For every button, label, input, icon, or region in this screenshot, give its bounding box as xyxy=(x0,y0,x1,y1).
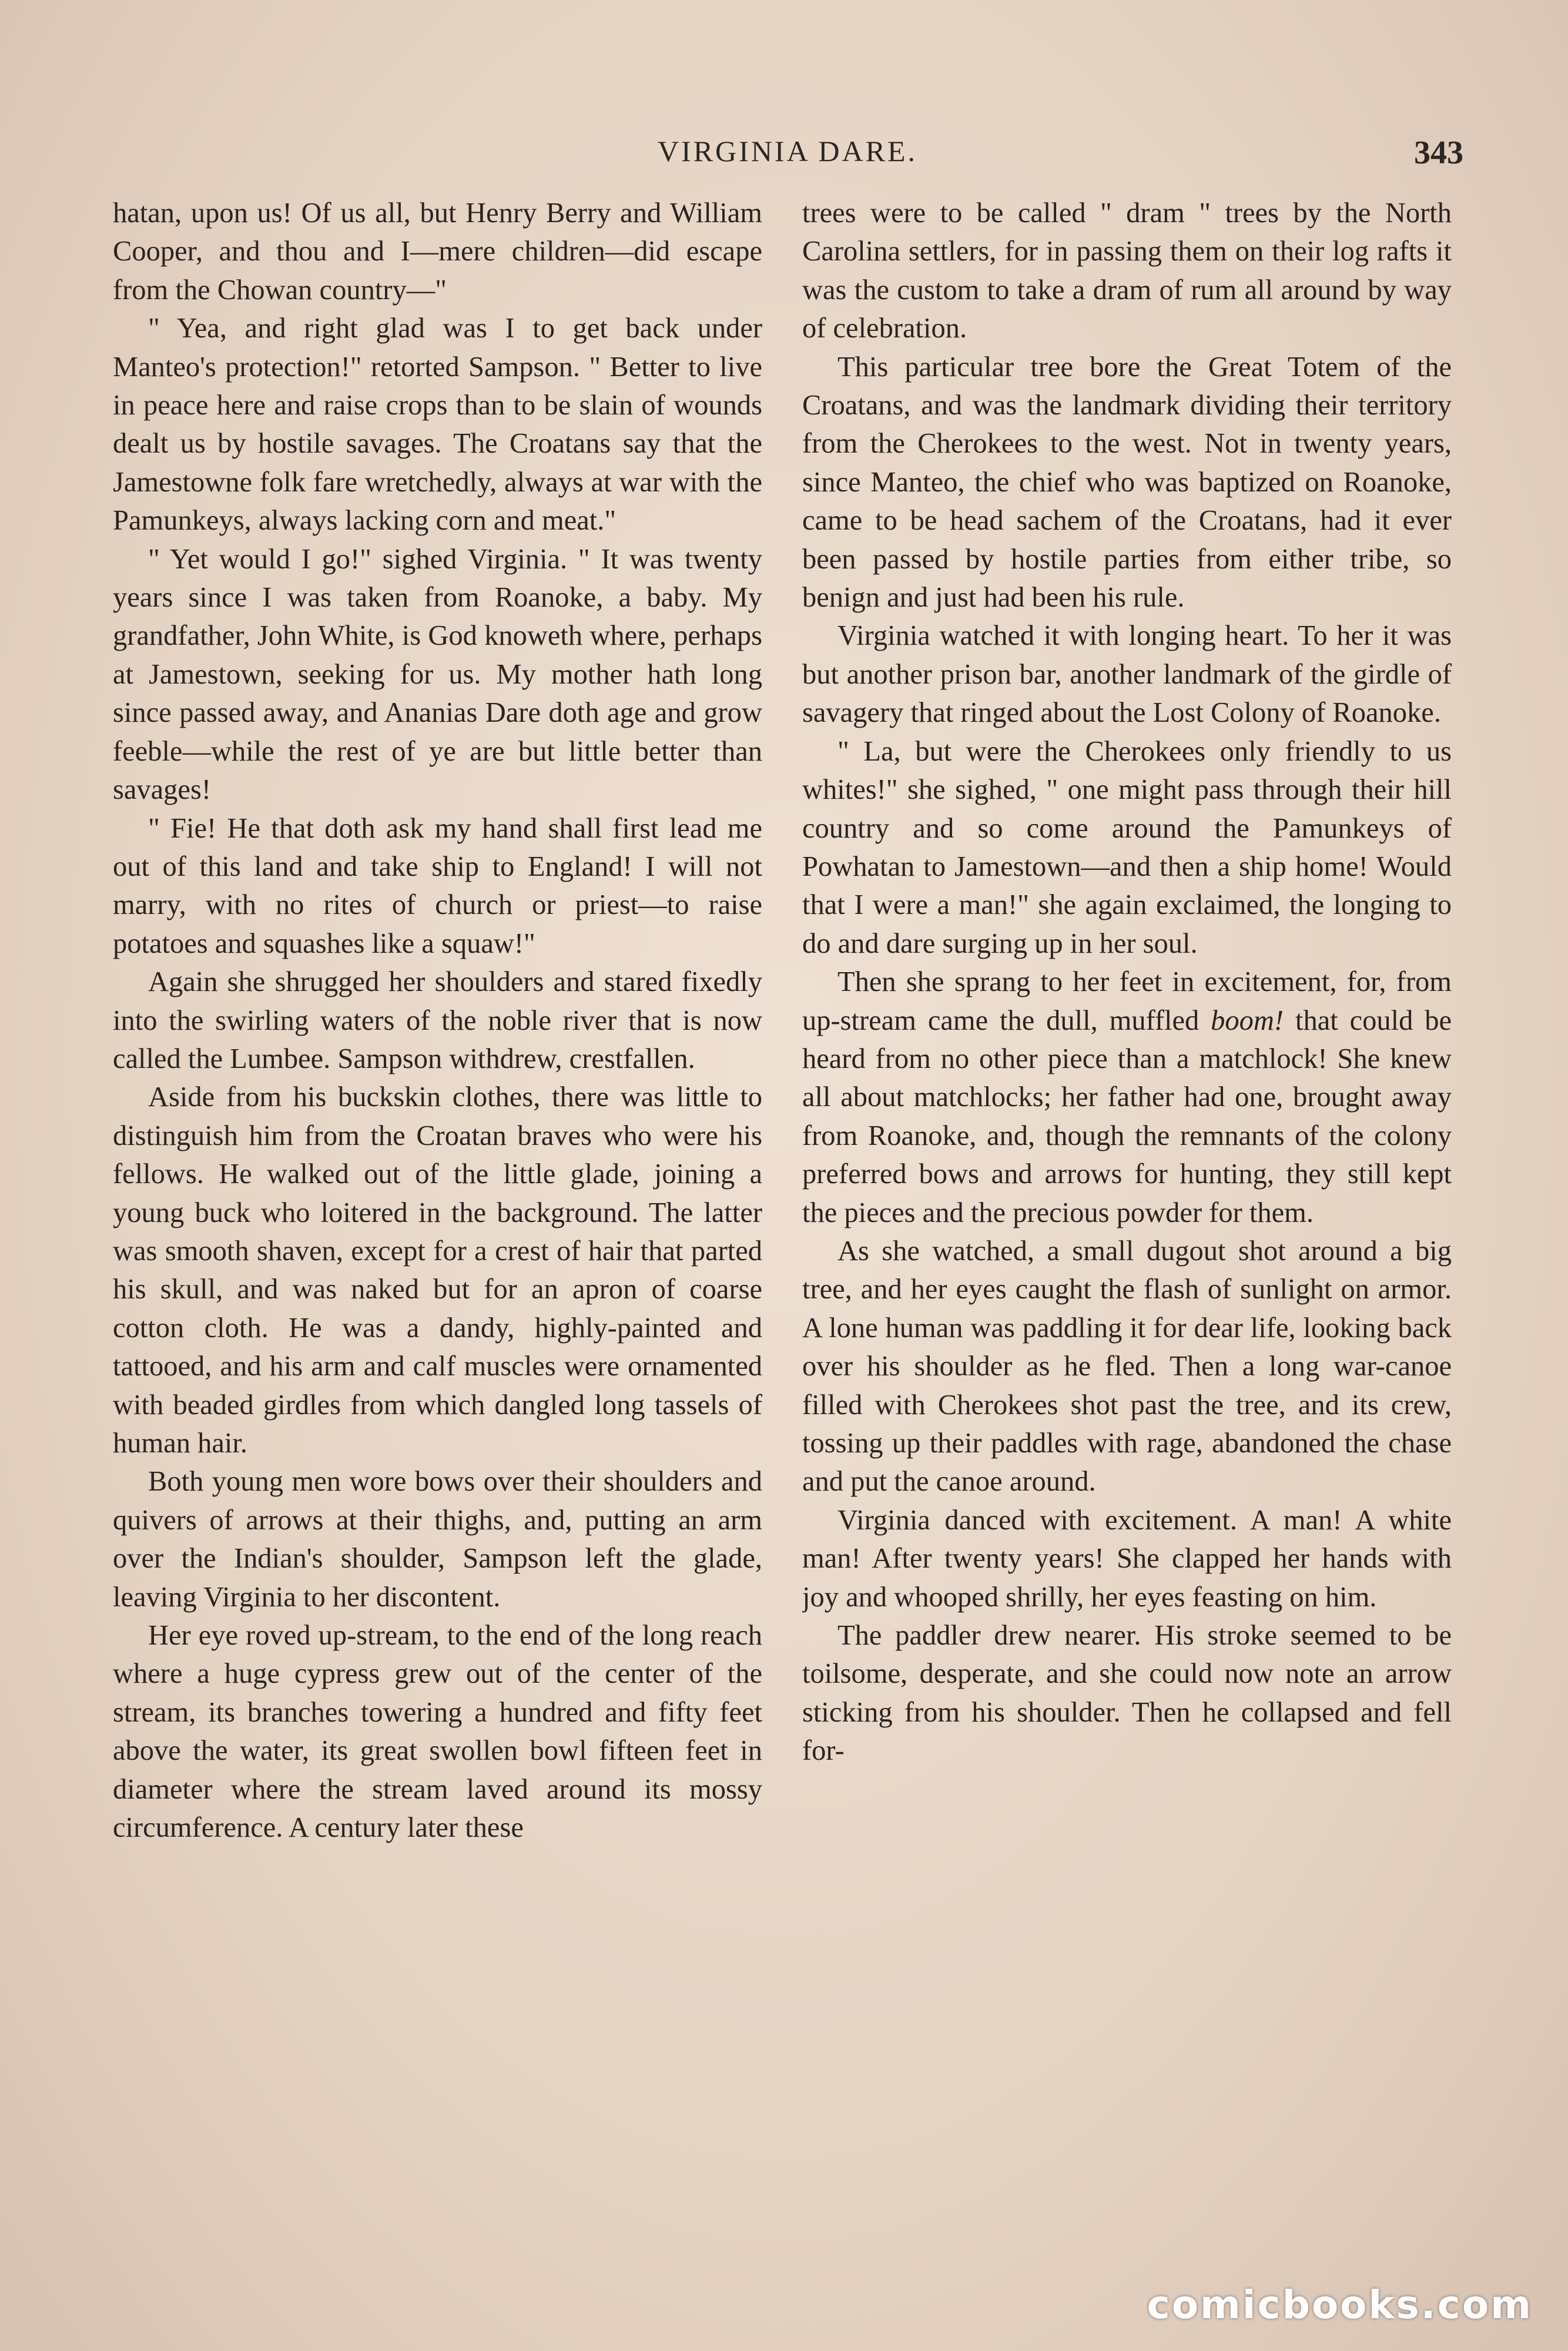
paragraph-text: " Yea, and right glad was I to get back under Manteo's protection!" retorted Sampson. " Better to live in peace here and raise crops than to be slain of wounds dealt us by hostile savages. The Croatans say that the Jamestowne folk fare wretchedly, always at war with the Pamunkeys, always lacking corn and meat." xyxy=(113,313,762,537)
paragraph xyxy=(802,732,1452,963)
paragraph xyxy=(113,1462,762,1616)
paragraph xyxy=(113,1616,762,1847)
paragraph xyxy=(113,809,762,963)
paragraph xyxy=(802,194,1452,348)
paragraph xyxy=(113,1078,762,1462)
paragraph xyxy=(802,1616,1452,1770)
paragraph xyxy=(113,963,762,1078)
right-column xyxy=(802,194,1452,2228)
paragraph xyxy=(802,348,1452,617)
paragraph xyxy=(113,540,762,809)
paragraph xyxy=(802,617,1452,732)
paragraph-text: Aside from his buckskin clothes, there was little to distinguish him from the Croatan braves who were his fellows. He walked out of the little glade, joining a young buck who loitered in the background. The latter was smooth shaven, except for a crest of hair that parted his skull, and was naked but for an apron of coarse cotton cloth. He was a dandy, highly-painted and tattooed, and his arm and calf muscles were ornamented with beaded girdles from which dangled long tassels of human hair. xyxy=(113,1081,762,1459)
paragraph-text: Again she shrugged her shoulders and stared fixedly into the swirling waters of the noble river that is now called the Lumbee. Sampson withdrew, crestfallen. xyxy=(113,966,762,1074)
page-number: 343 xyxy=(1414,135,1463,171)
paragraph-text-continued: that could be heard from no other piece than a matchlock! She knew all about matchlocks; her father had one, brought away from Roanoke, and, though the remnants of the colony preferred bows and arrows for hunting, they still kept the pieces and the precious powder for them. xyxy=(802,1004,1452,1228)
paragraph-text: Both young men wore bows over their shoulders and quivers of arrows at their thighs, and, putting an arm over the Indian's shoulder, Sampson left the glade, leaving Virginia to her discontent. xyxy=(113,1466,762,1613)
paragraph xyxy=(802,1232,1452,1501)
paragraph-text: As she watched, a small dugout shot around a big tree, and her eyes caught the flash of sunlight on armor. A lone human was paddling it for dear life, looking back over his shoulder as he fled. Then a long war-canoe filled with Cherokees shot past the tree, and its crew, tossing up their paddles with rage, abandoned the chase and put the canoe around. xyxy=(802,1235,1452,1498)
running-title: VIRGINIA DARE. xyxy=(657,135,918,168)
paragraph-text: Then she sprang to her feet in excitement, for, from up-stream came the dull, muffled xyxy=(802,966,1452,1036)
paragraph-text: " Fie! He that doth ask my hand shall first lead me out of this land and take ship to England! I will not marry, with no rites of church or priest—to raise potatoes and squashes like a squaw!" xyxy=(113,812,762,959)
paragraph xyxy=(802,1501,1452,1616)
paragraph-text: Her eye roved up-stream, to the end of the long reach where a huge cypress grew out of the center of the stream, its branches towering a hundred and fifty feet above the water, its great swollen bowl fifteen feet in diameter where the stream laved around its mossy circumference. A century later these xyxy=(113,1620,762,1844)
paragraph-text: This particular tree bore the Great Totem of the Croatans, and was the landmark dividing their territory from the Cherokees to the west. Not in twenty years, since Manteo, the chief who was baptized on Roanoke, came to be head sachem of the Croatans, had it ever been passed by hostile parties from either tribe, so benign and just had been his rule. xyxy=(802,351,1452,614)
paragraph-text: Virginia watched it with longing heart. To her it was but another prison bar, another landmark of the girdle of savagery that ringed about the Lost Colony of Roanoke. xyxy=(802,620,1452,729)
paragraph xyxy=(113,194,762,309)
running-head xyxy=(112,134,1463,175)
paragraph-text: " Yet would I go!" sighed Virginia. " It was twenty years since I was taken from Roanoke, a baby. My grandfather, John White, is God knoweth where, perhaps at Jamestown, seeking for us. My mother hath long since passed away, and Ananias Dare doth age and grow feeble—while the rest of ye are but little better than savages! xyxy=(113,543,762,806)
paragraph-text: hatan, upon us! Of us all, but Henry Berry and William Cooper, and thou and I—mere children—did escape from the Chowan country—" xyxy=(113,197,762,306)
paragraph-text: " La, but were the Cherokees only friendly to us whites!" she sighed, " one might pass through their hill country and so come around the Pamunkeys of Powhatan to Jamestown—and then a ship home! Would that I were a man!" she again exclaimed, the longing to do and dare surging up in her soul. xyxy=(802,735,1452,959)
paragraph-text: trees were to be called " dram " trees by the North Carolina settlers, for in passing them on their log rafts it was the custom to take a dram of rum all around by way of celebration. xyxy=(802,197,1452,344)
paragraph-text: The paddler drew nearer. His stroke seemed to be toilsome, desperate, and she could now note an arrow sticking from his shoulder. Then he collapsed and fell for- xyxy=(802,1620,1452,1767)
paragraph-text: Virginia danced with excitement. A man! A white man! After twenty years! She clapped her hands with joy and whooped shrilly, her eyes feasting on him. xyxy=(802,1504,1452,1613)
paragraph xyxy=(802,963,1452,1232)
watermark-logo: comicbooks.com xyxy=(1147,2282,1533,2327)
paragraph xyxy=(113,309,762,540)
italic-text: boom! xyxy=(1211,1004,1284,1036)
left-column xyxy=(113,194,762,2228)
